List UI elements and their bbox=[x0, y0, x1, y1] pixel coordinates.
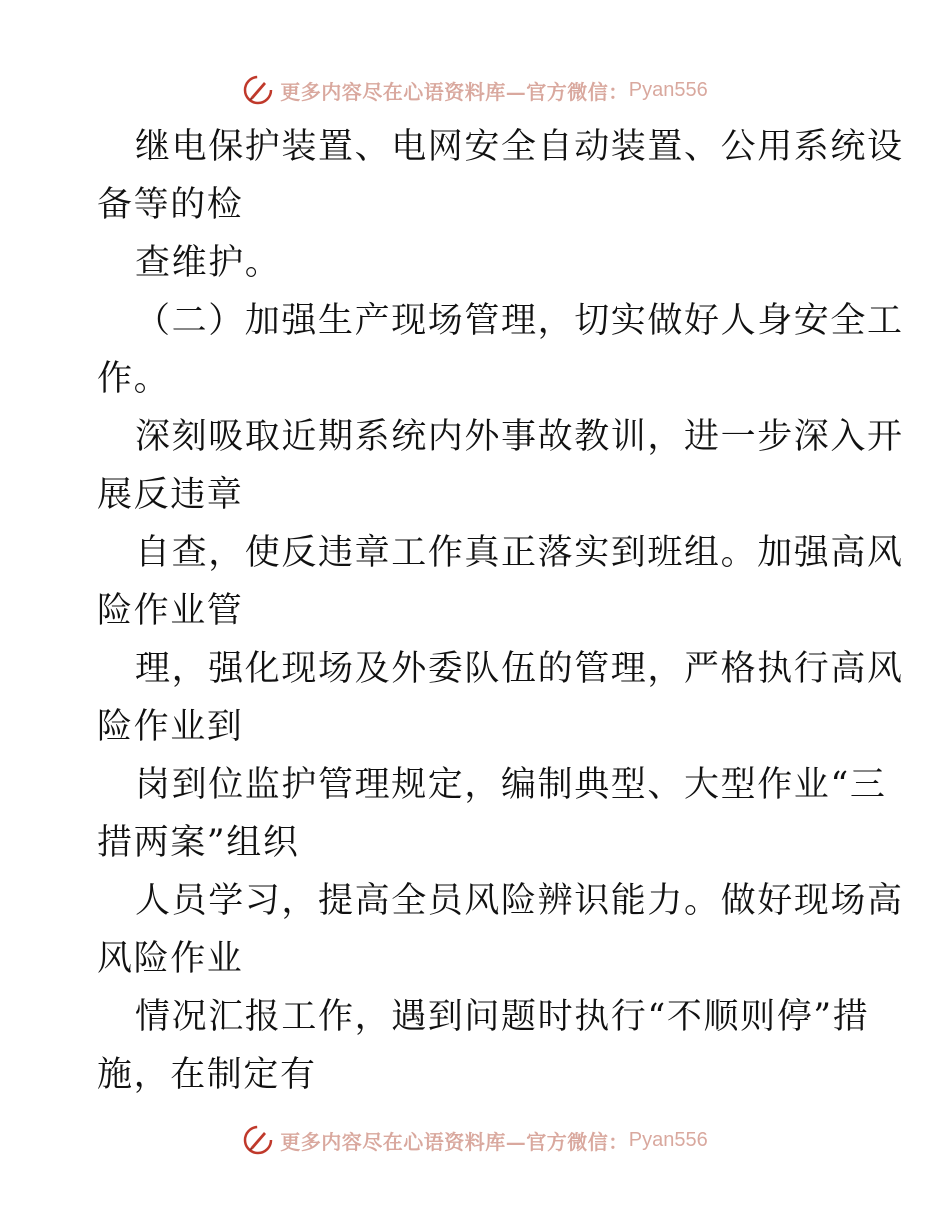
text-line: 措两案”组织 bbox=[97, 823, 300, 863]
text-line: （二）加强生产现场管理，切实做好人身安全工 bbox=[135, 301, 904, 341]
watermark-wechat-id: Pyan556 bbox=[628, 78, 708, 101]
feather-pen-circle-icon bbox=[242, 74, 274, 106]
text-line: 险作业到 bbox=[97, 707, 244, 747]
text-line: 查维护。 bbox=[135, 243, 282, 283]
watermark-wechat-id: Pyan556 bbox=[628, 1128, 708, 1151]
text-line: 深刻吸取近期系统内外事故教训，进一步深入开 bbox=[135, 417, 904, 457]
text-line: 自查，使反违章工作真正落实到班组。加强高风 bbox=[135, 533, 904, 573]
text-line: 备等的检 bbox=[97, 185, 244, 225]
text-line: 作。 bbox=[97, 359, 171, 399]
text-line: 情况汇报工作，遇到问题时执行“不顺则停”措 bbox=[135, 997, 870, 1037]
text-line: 风险作业 bbox=[97, 939, 244, 979]
footer-watermark bbox=[0, 1120, 950, 1160]
watermark-text: 更多内容尽在心语资料库—官方微信： bbox=[280, 79, 629, 104]
document-body bbox=[97, 118, 904, 1104]
watermark-text: 更多内容尽在心语资料库—官方微信： bbox=[280, 1129, 629, 1154]
text-line: 理，强化现场及外委队伍的管理，严格执行高风 bbox=[135, 649, 904, 689]
text-line: 人员学习，提高全员风险辨识能力。做好现场高 bbox=[135, 881, 904, 921]
text-line: 继电保护装置、电网安全自动装置、公用系统设 bbox=[135, 127, 904, 167]
header-watermark bbox=[0, 70, 950, 110]
text-line: 展反违章 bbox=[97, 475, 244, 515]
text-line: 施，在制定有 bbox=[97, 1055, 317, 1095]
text-line: 岗到位监护管理规定，编制典型、大型作业“三 bbox=[135, 765, 887, 805]
text-line: 险作业管 bbox=[97, 591, 244, 631]
feather-pen-circle-icon bbox=[242, 1124, 274, 1156]
